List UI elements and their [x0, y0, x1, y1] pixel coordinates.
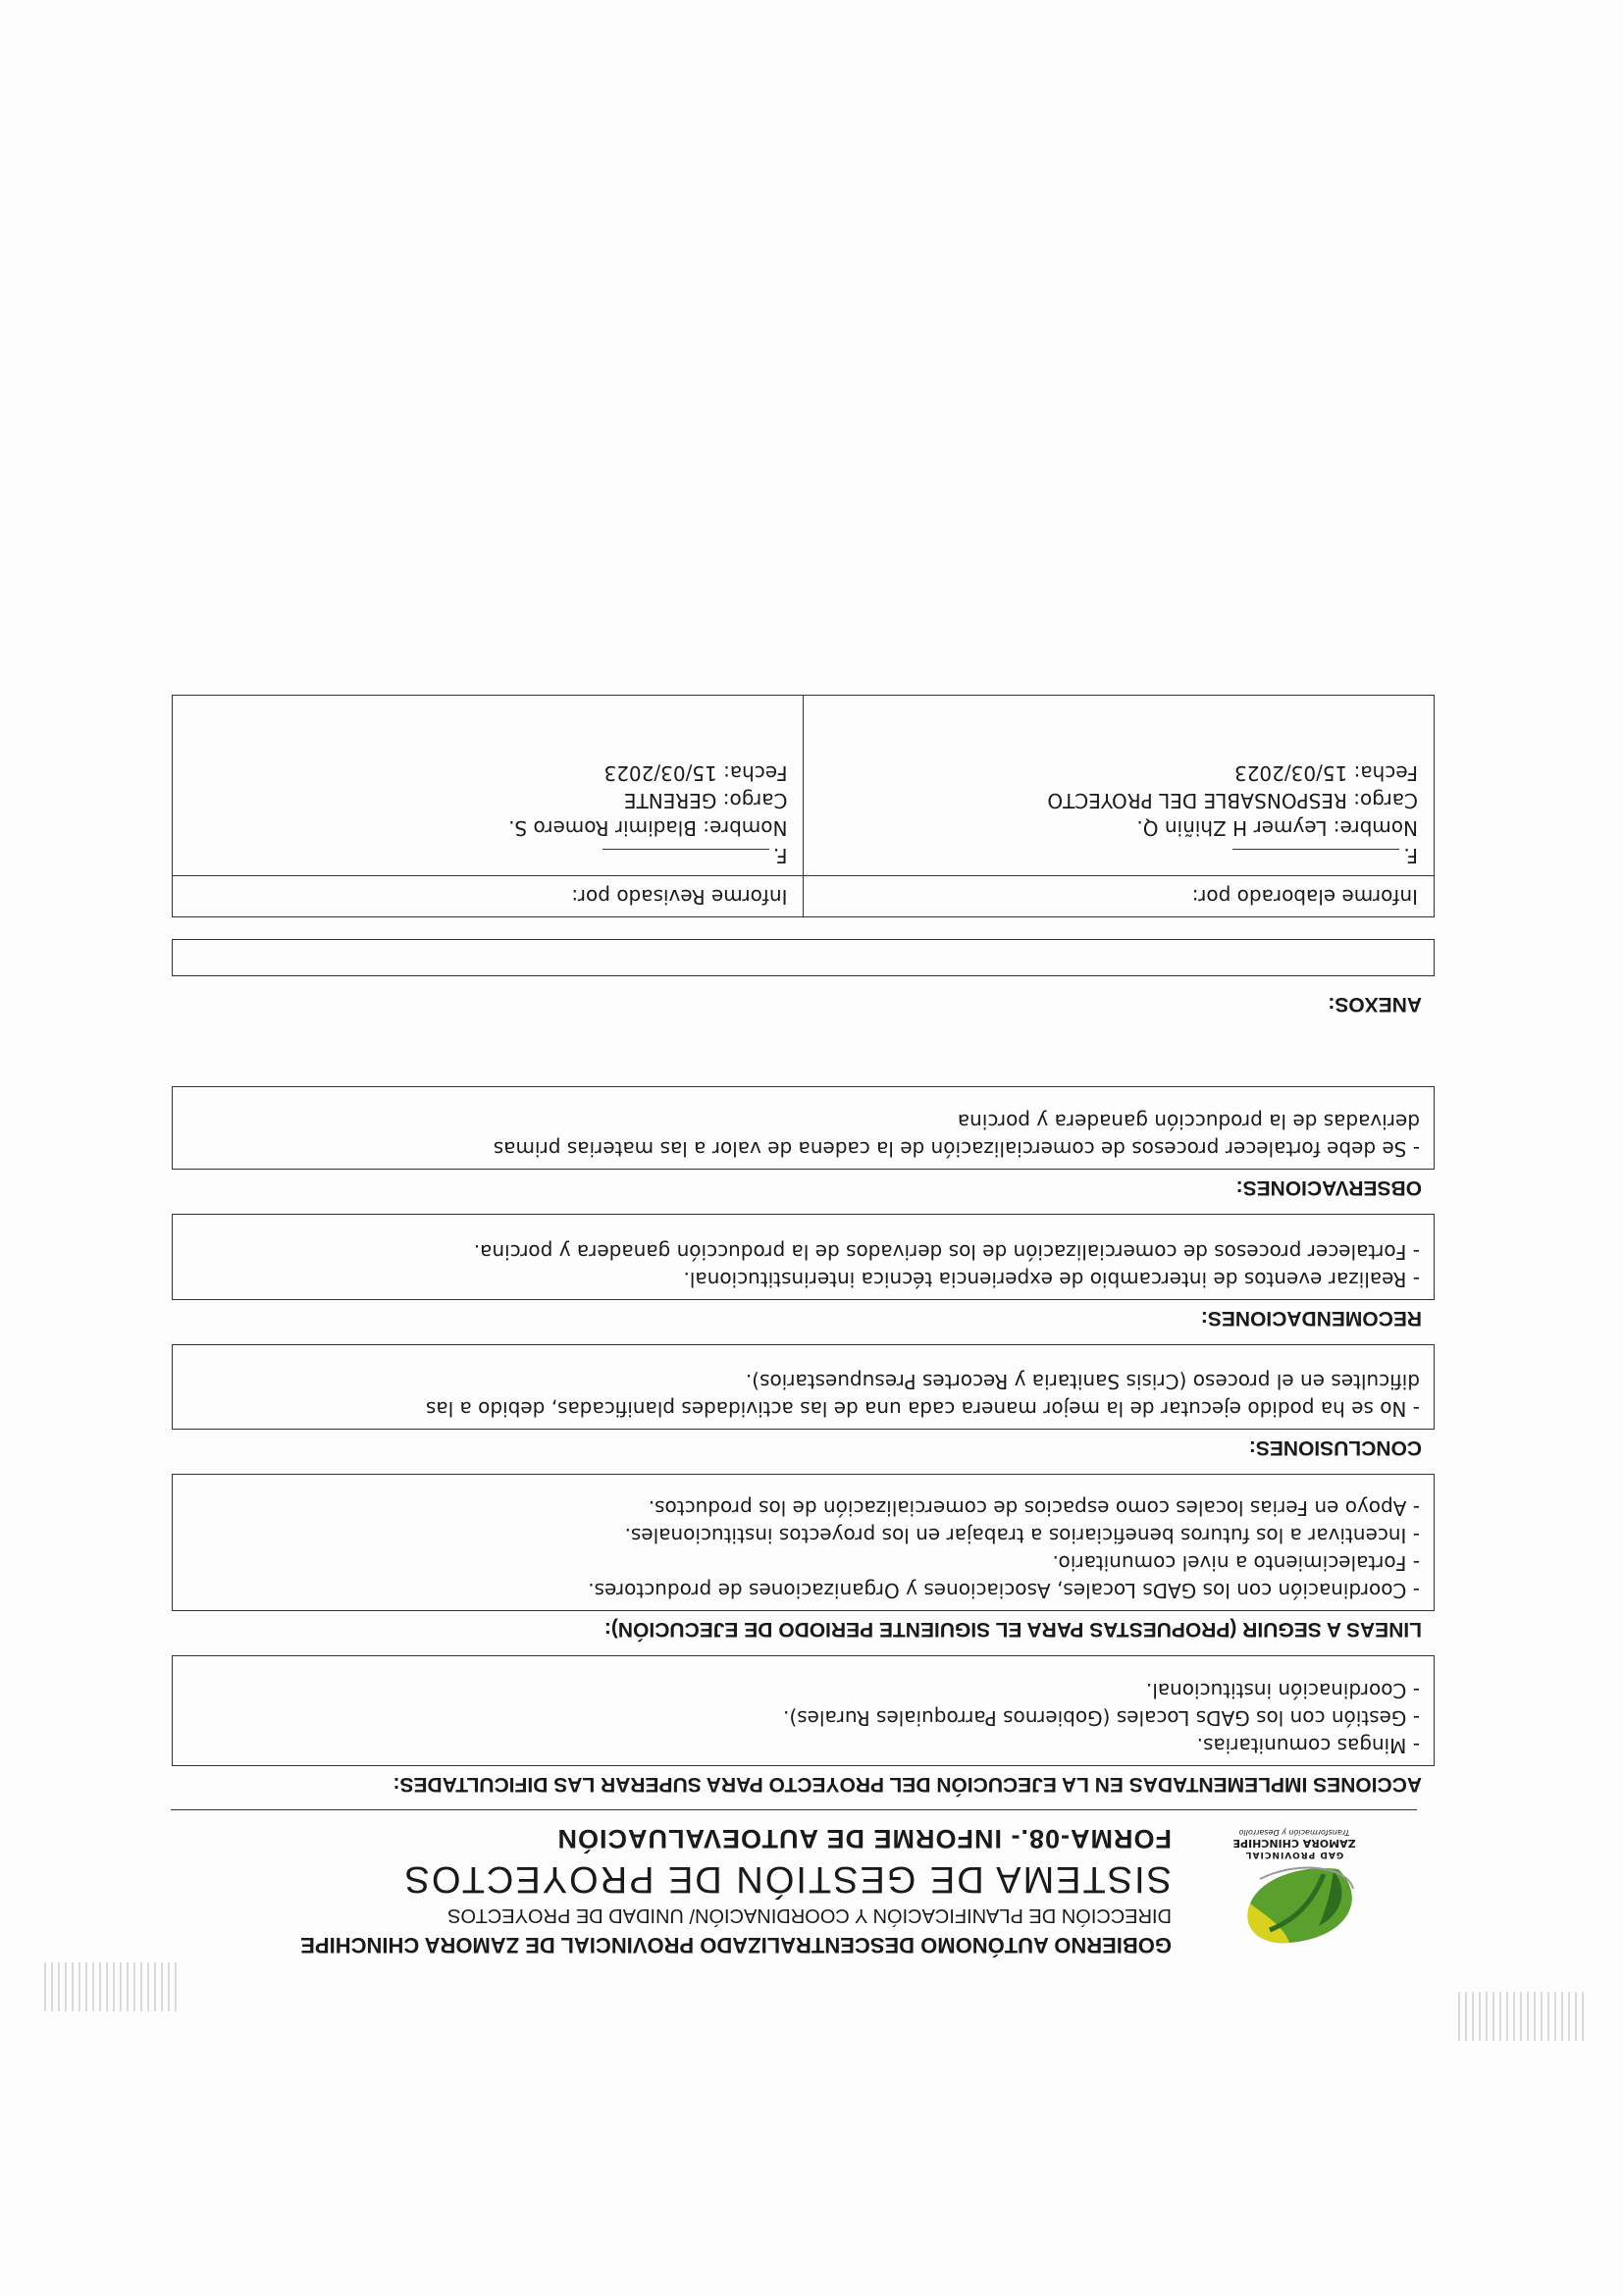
system-title: SISTEMA DE GESTIÓN DE PROYECTOS: [402, 1858, 1172, 1900]
observaciones-title: OBSERVACIONES:: [1235, 1176, 1422, 1199]
lineas-title: LINEAS A SEGUIR (PROPUESTAS PARA EL SIGUIENTE PERIODO DE EJECUCIÓN):: [603, 1618, 1422, 1641]
recomendaciones-line: - Realizar eventos de intercambio de experiencia técnica interinstitucional.: [683, 1268, 1420, 1291]
acciones-line: - Coordinación institucional.: [1145, 1679, 1420, 1702]
revisado-header: Informe Revisado por:: [173, 875, 804, 916]
recomendaciones-box: [172, 1214, 1435, 1300]
conclusiones-title: CONCLUSIONES:: [1248, 1436, 1422, 1459]
logo-line1: GAD PROVINCIAL: [1244, 1850, 1344, 1859]
revisado-cargo: Cargo: GERENTE: [623, 789, 788, 812]
logo-tagline: Transformación y Desarrollo: [1238, 1828, 1350, 1837]
institution-name: GOBIERNO AUTÓNOMO DESCENTRALIZADO PROVINCIAL DE ZAMORA CHINCHIPE: [300, 1933, 1172, 1957]
acciones-box: [172, 1655, 1435, 1766]
revisado-nombre: Nombre: Bladimir Romero S.: [508, 816, 788, 840]
gad-logo: [1181, 1820, 1407, 1957]
anexos-box: [172, 939, 1435, 976]
acciones-title: ACCIONES IMPLEMENTADAS EN LA EJECUCIÓN DEL PROYECTO PARA SUPERAR LAS DIFICULTADES:: [393, 1773, 1422, 1796]
observaciones-line: derivadas de la producción ganadera y porcina: [957, 1110, 1420, 1133]
scan-artifact: [1456, 1992, 1584, 2041]
anexos-title: ANEXOS:: [1328, 993, 1422, 1016]
lineas-line: - Fortalecimiento a nivel comunitario.: [1052, 1551, 1420, 1575]
logo-line2: ZAMORA CHINCHIPE: [1232, 1837, 1356, 1850]
signature-elaborado: [804, 696, 1435, 916]
conclusiones-line: dificultes en el proceso (Crisis Sanitaria y Recortes Presupuestarios).: [745, 1370, 1420, 1393]
conclusiones-box: [172, 1344, 1435, 1430]
elaborado-cargo: Cargo: RESPONSABLE DEL PROYECTO: [1047, 789, 1418, 812]
observaciones-line: - Se debe fortalecer procesos de comercialización de la cadena de valor a las materias primas: [493, 1137, 1420, 1161]
elaborado-fecha: Fecha: 15/03/2023: [1233, 761, 1418, 785]
header-divider: [171, 1809, 1417, 1810]
lineas-line: - Apoyo en Ferias locales como espacios de comercialización de los productos.: [648, 1496, 1420, 1520]
recomendaciones-title: RECOMENDACIONES:: [1200, 1307, 1422, 1330]
acciones-line: - Gestión con los GADs Locales (Gobiernos Parroquiales Rurales).: [783, 1706, 1420, 1730]
revisado-sign-line: F.: [184, 842, 788, 869]
revisado-fecha: Fecha: 15/03/2023: [603, 761, 788, 785]
department-name: DIRECCIÓN DE PLANIFICACIÓN Y COORDINACIÓN/ UNIDAD DE PROYECTOS: [447, 1905, 1172, 1926]
signature-revisado: [173, 696, 804, 916]
elaborado-header: Informe elaborado por:: [805, 875, 1435, 916]
elaborado-nombre: Nombre: Leymer H Zhiñin Q.: [1136, 816, 1418, 840]
signature-table: [172, 695, 1435, 917]
scan-artifact: [39, 1962, 177, 2011]
elaborado-sign-line: F.: [816, 842, 1419, 869]
acciones-line: - Mingas comunitarias.: [1196, 1734, 1420, 1757]
document-header: [190, 1820, 1407, 1957]
observaciones-box: [172, 1086, 1435, 1170]
conclusiones-line: - No se ha podido ejecutar de la mejor manera cada una de las actividades planificadas, debido a las: [425, 1397, 1420, 1421]
form-title: FORMA-08.- INFORME DE AUTOEVALUACIÓN: [556, 1824, 1172, 1853]
lineas-line: - Incentivar a los futuros beneficiarios a trabajar en los proyectos institucionales.: [624, 1524, 1420, 1547]
lineas-box: [172, 1474, 1435, 1611]
logo-leaf-icon: [1181, 1859, 1407, 1957]
recomendaciones-line: - Fortalecer procesos de comercialización de los derivados de la producción ganadera y porcina.: [473, 1240, 1420, 1264]
lineas-line: - Coordinación con los GADs Locales, Asociaciones y Organizaciones de productores.: [588, 1579, 1420, 1602]
